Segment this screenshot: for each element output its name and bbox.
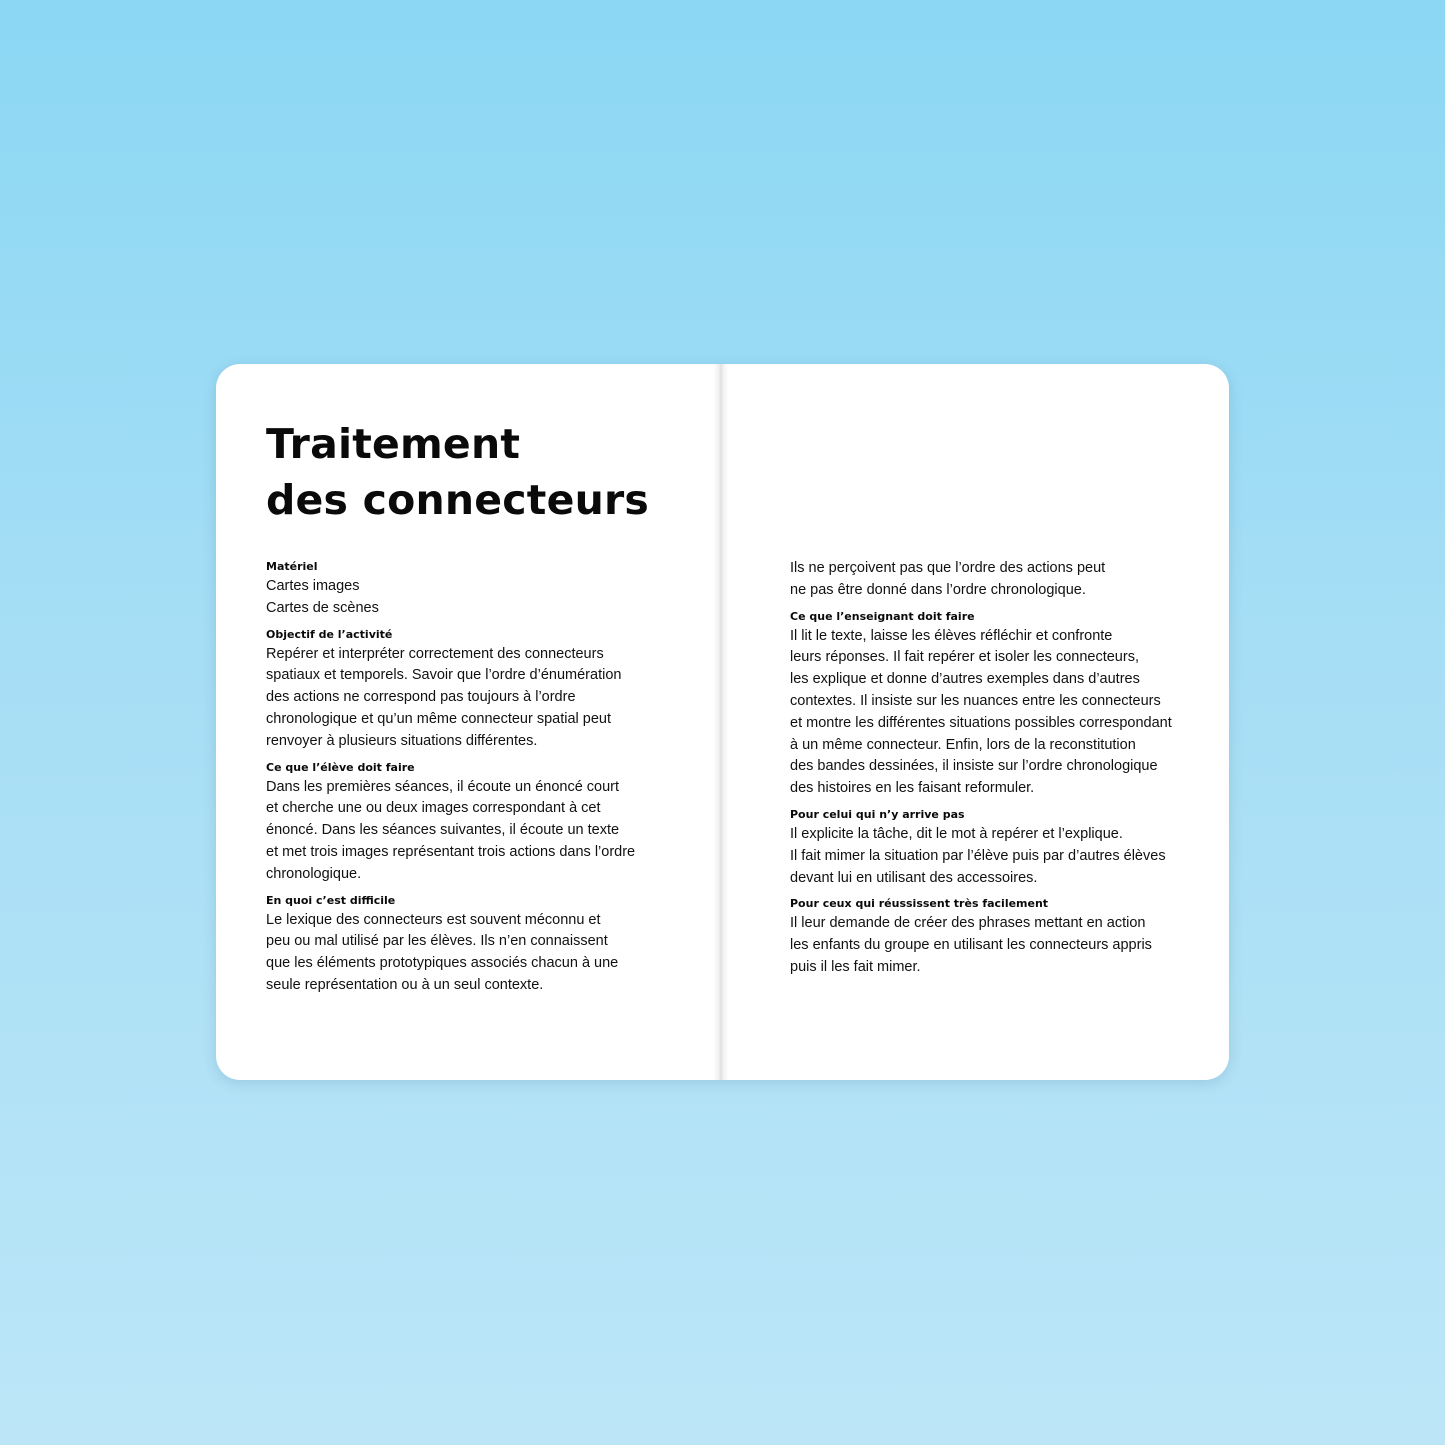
right-page xyxy=(721,364,1229,1080)
right-column xyxy=(790,558,1210,987)
left-page xyxy=(216,364,721,1080)
paragraph-line: renvoyer à plusieurs situations différentes. xyxy=(266,732,538,749)
book-spread xyxy=(216,364,1229,1080)
paragraph-line: ne pas être donné dans l’ordre chronologique. xyxy=(790,581,1086,598)
section-heading: Ce que l’élève doit faire xyxy=(266,760,415,774)
page-title xyxy=(266,416,649,528)
paragraph-line: Il fait mimer la situation par l’élève puis par d’autres élèves xyxy=(790,847,1166,864)
paragraph-line: seule représentation ou à un seul contexte. xyxy=(266,976,544,993)
paragraph-line: et met trois images représentant trois actions dans l’ordre xyxy=(266,843,636,860)
section-eleve xyxy=(266,761,666,886)
paragraph-line: puis il les fait mimer. xyxy=(790,958,921,975)
section-heading: Ce que l’enseignant doit faire xyxy=(790,609,975,623)
paragraph-line: et cherche une ou deux images correspondant à cet xyxy=(266,800,601,817)
paragraph-line: des bandes dessinées, il insiste sur l’ordre chronologique xyxy=(790,758,1158,775)
section-heading: Matériel xyxy=(266,560,318,573)
paragraph-line: à un même connecteur. Enfin, lors de la reconstitution xyxy=(790,736,1136,753)
paragraph-line: Cartes de scènes xyxy=(266,599,379,616)
paragraph-line: Dans les premières séances, il écoute un énoncé court xyxy=(266,778,620,795)
paragraph-line: Cartes images xyxy=(266,578,360,594)
paragraph-line: et montre les différentes situations possibles correspondant xyxy=(790,714,1172,731)
paragraph-line: peu ou mal utilisé par les élèves. Ils n’en connaissent xyxy=(266,933,608,950)
paragraph-line: des histoires en les faisant reformuler. xyxy=(790,780,1035,797)
section-difficulte xyxy=(790,808,1210,889)
paragraph-line: chronologique. xyxy=(266,865,362,882)
paragraph-line: chronologique et qu’un même connecteur spatial peut xyxy=(266,710,612,727)
paragraph-line: Il lit le texte, laisse les élèves réfléchir et confronte xyxy=(790,627,1113,644)
section-difficile xyxy=(266,894,666,997)
title-line-1: Traitement xyxy=(266,420,521,468)
paragraph-line: spatiaux et temporels. Savoir que l’ordre d’énumération xyxy=(266,667,622,684)
paragraph-line: les enfants du groupe en utilisant les connecteurs appris xyxy=(790,937,1152,954)
section-objectif xyxy=(266,628,666,753)
section-intro-continued xyxy=(790,558,1210,602)
paragraph-line: les explique et donne d’autres exemples dans d’autres xyxy=(790,671,1140,688)
paragraph-line: Le lexique des connecteurs est souvent méconnu et xyxy=(266,911,601,928)
section-materiel xyxy=(266,560,666,620)
paragraph-line: Ils ne perçoivent pas que l’ordre des actions peut xyxy=(790,560,1106,576)
left-column xyxy=(266,560,666,1005)
section-heading: En quoi c’est difficile xyxy=(266,893,396,907)
section-enseignant xyxy=(790,610,1210,800)
section-heading: Pour celui qui n’y arrive pas xyxy=(790,807,965,821)
paragraph-line: que les éléments prototypiques associés chacun à une xyxy=(266,955,619,972)
section-heading: Objectif de l’activité xyxy=(266,627,393,641)
paragraph-line: énoncé. Dans les séances suivantes, il écoute un texte xyxy=(266,822,620,839)
paragraph-line: devant lui en utilisant des accessoires. xyxy=(790,869,1038,886)
paragraph-line: des actions ne correspond pas toujours à l’ordre xyxy=(266,689,576,706)
title-line-2: des connecteurs xyxy=(266,476,650,524)
paragraph-line: Repérer et interpréter correctement des connecteurs xyxy=(266,645,604,662)
paragraph-line: leurs réponses. Il fait repérer et isoler les connecteurs, xyxy=(790,649,1139,666)
paragraph-line: Il explicite la tâche, dit le mot à repérer et l’explique. xyxy=(790,825,1123,842)
paragraph-line: Il leur demande de créer des phrases mettant en action xyxy=(790,915,1146,932)
paragraph-line: contextes. Il insiste sur les nuances entre les connecteurs xyxy=(790,692,1161,709)
section-reussite xyxy=(790,897,1210,978)
section-heading: Pour ceux qui réussissent très facilement xyxy=(790,897,1049,911)
